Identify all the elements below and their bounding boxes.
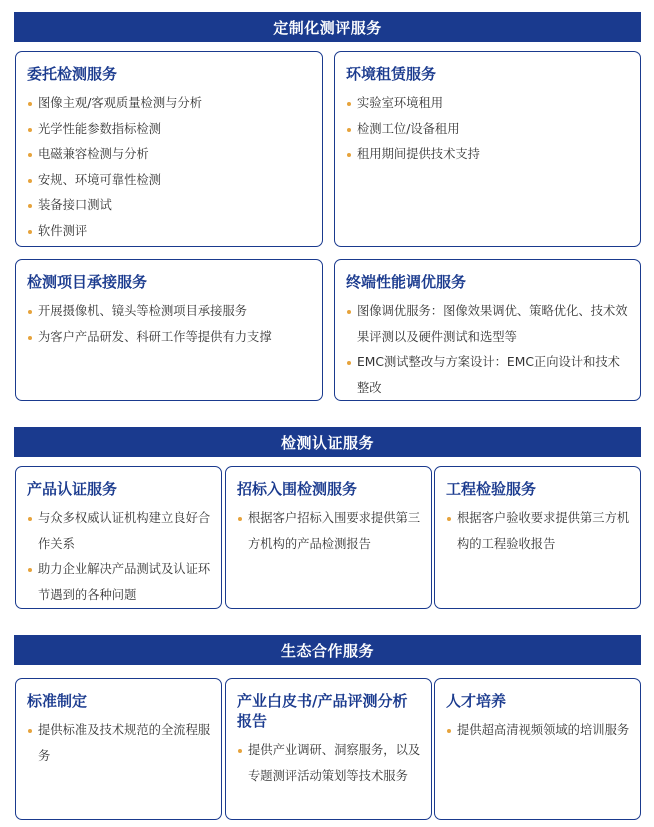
section-header-certification: 检测认证服务 bbox=[14, 427, 641, 457]
card-talent-training bbox=[434, 678, 641, 820]
list-item: 租用期间提供技术支持 bbox=[346, 142, 630, 168]
card-standard-setting bbox=[15, 678, 222, 820]
list-item: 软件测评 bbox=[27, 219, 312, 245]
list-item: 图像主观/客观质量检测与分析 bbox=[27, 91, 312, 117]
list-item: 装备接口测试 bbox=[27, 193, 312, 219]
list-item: 图像调优服务：图像效果调优、策略优化、技术效果评测以及硬件测试和选型等 bbox=[346, 299, 630, 350]
list-item: 与众多权威认证机构建立良好合作关系 bbox=[27, 506, 211, 557]
item-list bbox=[237, 738, 421, 789]
list-item: 开展摄像机、镜头等检测项目承接服务 bbox=[27, 299, 312, 325]
list-item: EMC测试整改与方案设计：EMC正向设计和技术整改 bbox=[346, 350, 630, 401]
item-list bbox=[446, 506, 630, 557]
card-environment-rental bbox=[334, 51, 641, 247]
card-title: 终端性能调优服务 bbox=[346, 273, 467, 291]
card-entrusted-testing bbox=[15, 51, 323, 247]
card-title: 产业白皮书/产品评测分析报告 bbox=[237, 692, 408, 730]
list-item: 提供超高清视频领域的培训服务 bbox=[446, 718, 630, 744]
list-item: 根据客户验收要求提供第三方机构的工程验收报告 bbox=[446, 506, 630, 557]
item-list bbox=[346, 299, 630, 401]
item-list bbox=[346, 91, 630, 168]
section-header-customized-evaluation: 定制化测评服务 bbox=[14, 12, 641, 42]
list-item: 为客户产品研发、科研工作等提供有力支撑 bbox=[27, 325, 312, 351]
item-list bbox=[27, 718, 211, 769]
list-item: 安规、环境可靠性检测 bbox=[27, 168, 312, 194]
card-title: 产品认证服务 bbox=[27, 480, 118, 498]
list-item: 根据客户招标入围要求提供第三方机构的产品检测报告 bbox=[237, 506, 421, 557]
card-title: 委托检测服务 bbox=[27, 65, 118, 83]
item-list bbox=[446, 718, 630, 744]
card-engineering-inspection bbox=[434, 466, 641, 609]
item-list bbox=[27, 506, 211, 608]
card-product-certification bbox=[15, 466, 222, 609]
item-list bbox=[27, 91, 312, 244]
card-title: 工程检验服务 bbox=[446, 480, 537, 498]
list-item: 光学性能参数指标检测 bbox=[27, 117, 312, 143]
card-whitepaper-reports bbox=[225, 678, 432, 820]
list-item: 实验室环境租用 bbox=[346, 91, 630, 117]
item-list bbox=[27, 299, 312, 350]
card-title: 人才培养 bbox=[446, 692, 507, 710]
card-title: 标准制定 bbox=[27, 692, 88, 710]
card-terminal-performance-tuning bbox=[334, 259, 641, 401]
card-bidding-testing bbox=[225, 466, 432, 609]
card-title: 环境租赁服务 bbox=[346, 65, 437, 83]
list-item: 助力企业解决产品测试及认证环节遇到的各种问题 bbox=[27, 557, 211, 608]
card-project-undertaking bbox=[15, 259, 323, 401]
list-item: 电磁兼容检测与分析 bbox=[27, 142, 312, 168]
list-item: 检测工位/设备租用 bbox=[346, 117, 630, 143]
list-item: 提供产业调研、洞察服务，以及专题测评活动策划等技术服务 bbox=[237, 738, 421, 789]
card-title: 招标入围检测服务 bbox=[237, 480, 358, 498]
list-item: 提供标准及技术规范的全流程服务 bbox=[27, 718, 211, 769]
section-header-ecosystem: 生态合作服务 bbox=[14, 635, 641, 665]
card-title: 检测项目承接服务 bbox=[27, 273, 148, 291]
item-list bbox=[237, 506, 421, 557]
